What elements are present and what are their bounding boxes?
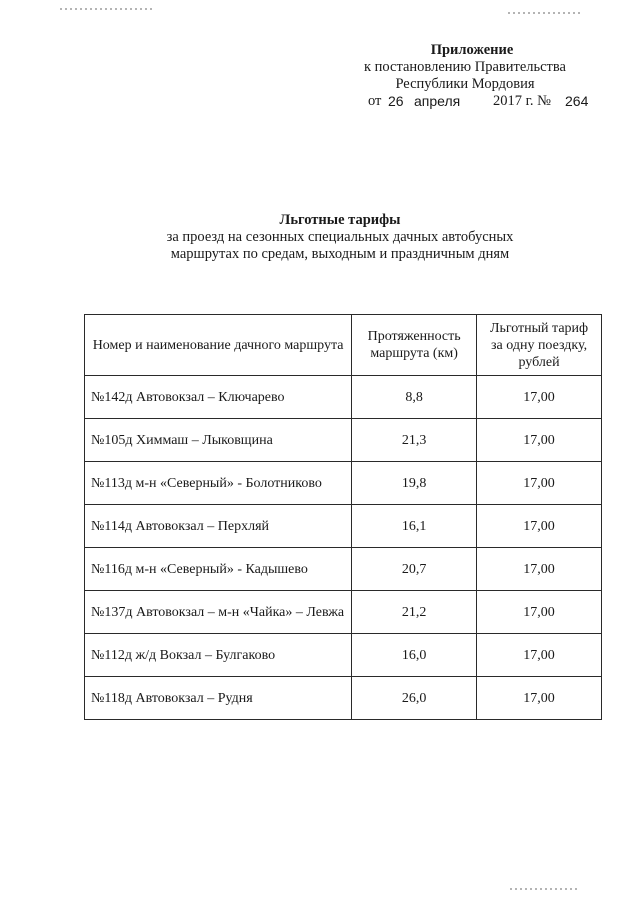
route-fare: 17,00 xyxy=(477,591,602,634)
document-subtitle-line-2: маршрутах по средам, выходным и праздничным дням xyxy=(170,246,510,262)
route-name: №116д м-н «Северный» - Кадышево xyxy=(85,548,352,591)
document-title-block xyxy=(100,212,580,263)
route-length: 21,3 xyxy=(352,419,477,462)
date-year: 2017 г. № xyxy=(493,93,552,109)
scan-noise-top-left xyxy=(60,8,155,10)
route-fare: 17,00 xyxy=(477,677,602,720)
table-row xyxy=(85,634,602,677)
table-row xyxy=(85,419,602,462)
header-length: Протяженность маршрута (км) xyxy=(352,315,477,376)
route-length: 20,7 xyxy=(352,548,477,591)
date-prefix: от xyxy=(368,93,382,109)
table-row xyxy=(85,505,602,548)
scan-noise-top-right xyxy=(508,12,583,14)
route-length: 8,8 xyxy=(352,376,477,419)
route-name: №105д Химмаш – Лыковщина xyxy=(85,419,352,462)
route-length: 16,0 xyxy=(352,634,477,677)
route-name: №114д Автовокзал – Перхляй xyxy=(85,505,352,548)
route-name: №137д Автовокзал – м-н «Чайка» – Левжа xyxy=(85,591,352,634)
table-row xyxy=(85,548,602,591)
route-fare: 17,00 xyxy=(477,548,602,591)
route-name: №113д м-н «Северный» - Болотниково xyxy=(85,462,352,505)
table-row xyxy=(85,462,602,505)
route-length: 26,0 xyxy=(352,677,477,720)
route-name: №112д ж/д Вокзал – Булгаково xyxy=(85,634,352,677)
header-route: Номер и наименование дачного маршрута xyxy=(85,315,352,376)
table-header-row xyxy=(85,315,602,376)
header-fare: Льготный тариф за одну поездку, рублей xyxy=(477,315,602,376)
appendix-header xyxy=(330,42,600,110)
date-day: 26 xyxy=(388,93,404,109)
table-row xyxy=(85,376,602,419)
table-row xyxy=(85,677,602,720)
scan-noise-bottom-right xyxy=(510,888,580,890)
document-number: 264 xyxy=(565,93,589,109)
route-fare: 17,00 xyxy=(477,505,602,548)
route-fare: 17,00 xyxy=(477,634,602,677)
route-length: 16,1 xyxy=(352,505,477,548)
appendix-date-line xyxy=(330,93,600,110)
table-row xyxy=(85,591,602,634)
appendix-line-1: к постановлению Правительства xyxy=(364,59,566,75)
route-fare: 17,00 xyxy=(477,462,602,505)
route-length: 21,2 xyxy=(352,591,477,634)
route-length: 19,8 xyxy=(352,462,477,505)
document-subtitle-line-1: за проезд на сезонных специальных дачных автобусных xyxy=(166,229,514,245)
appendix-title: Приложение xyxy=(430,42,514,58)
route-name: №118д Автовокзал – Рудня xyxy=(85,677,352,720)
route-name: №142д Автовокзал – Ключарево xyxy=(85,376,352,419)
document-title: Льготные тарифы xyxy=(279,212,401,228)
route-fare: 17,00 xyxy=(477,419,602,462)
appendix-line-2: Республики Мордовия xyxy=(395,76,535,92)
date-month: апреля xyxy=(414,93,461,109)
tariffs-table xyxy=(84,314,602,720)
route-fare: 17,00 xyxy=(477,376,602,419)
